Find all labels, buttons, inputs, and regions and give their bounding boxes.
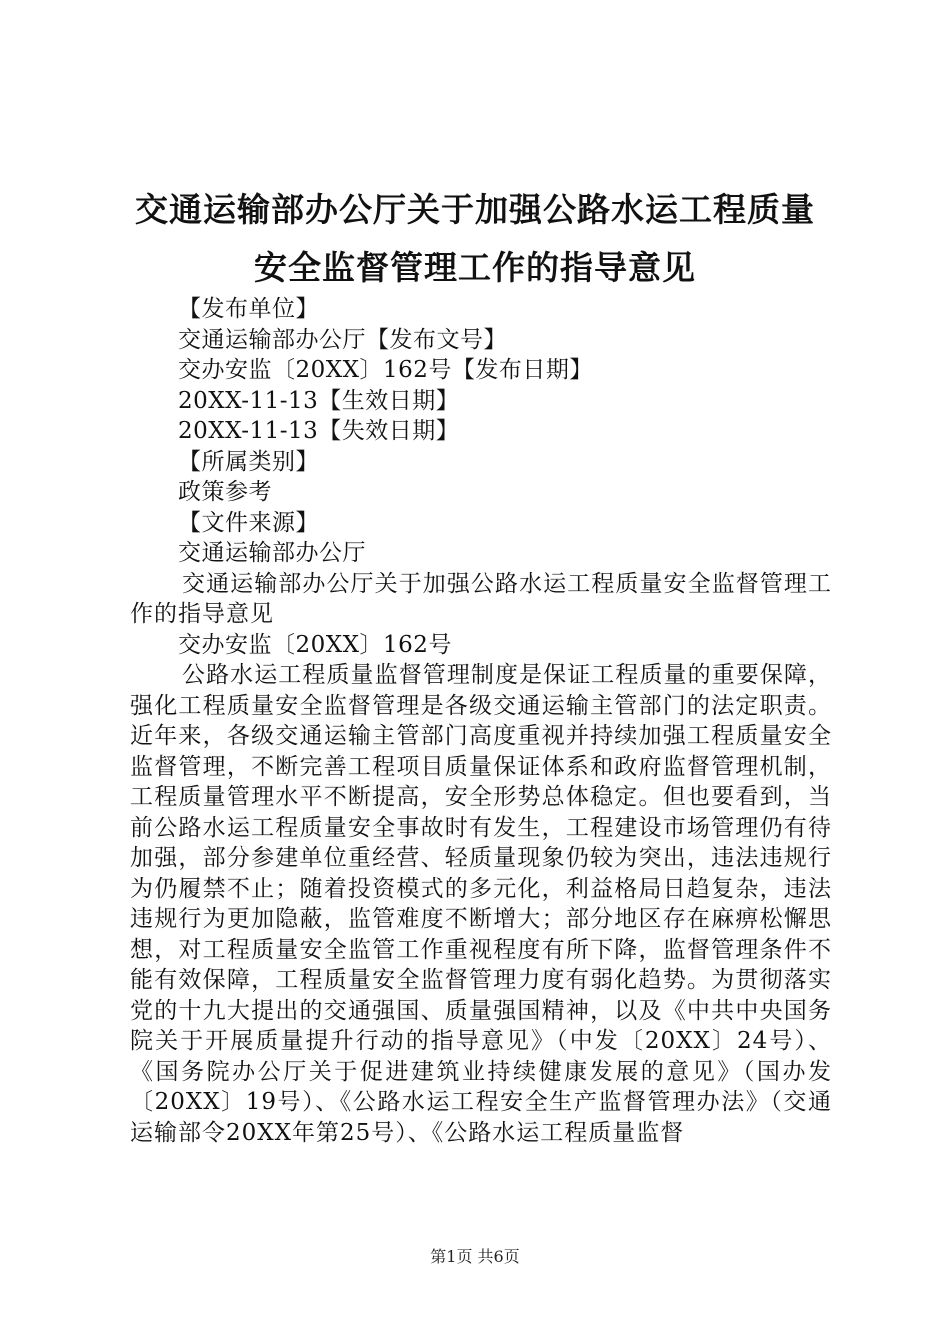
- page-footer: 第1页 共6页: [430, 1247, 520, 1266]
- document-title-line-1: 交通运输部办公厅关于加强公路水运工程质量: [135, 190, 815, 229]
- meta-publisher-label: 【发布单位】: [178, 296, 319, 322]
- meta-publish-date: 20XX-11-13【生效日期】: [178, 387, 460, 414]
- meta-category-label: 【所属类别】: [178, 448, 319, 475]
- document-subtitle: 交通运输部办公厅关于加强公路水运工程质量安全监督管理工作的指导意见: [130, 570, 832, 627]
- document-body: [130, 294, 832, 1148]
- document-number: 交办安监〔20XX〕162号: [178, 631, 452, 658]
- meta-doc-number: 交办安监〔20XX〕162号【发布日期】: [178, 357, 593, 383]
- meta-category: 政策参考: [178, 479, 272, 505]
- meta-source: 交通运输部办公厅: [178, 540, 366, 566]
- document-title-line-2: 安全监督管理工作的指导意见: [254, 248, 696, 287]
- meta-publisher: 交通运输部办公厅【发布文号】: [178, 326, 507, 353]
- body-paragraph: 公路水运工程质量监督管理制度是保证工程质量的重要保障，强化工程质量安全监督管理是各级交通运输主管部门的法定职责。近年来，各级交通运输主管部门高度重视并持续加强工程质量安全监督管理，不断完善工程项目质量保证体系和政府监督管理机制，工程质量管理水平不断提高，安全形势总体稳定。但也要看到，当前公路水运工程质量安全事故时有发生，工程建设市场管理仍有待加强，部分参建单位重经营、轻质量现象仍较为突出，违法违规行为仍履禁不止；随着投资模式的多元化，利益格局日趋复杂，违法违规行为更加隐蔽，监管难度不断增大；部分地区存在麻痹松懈思想，对工程质量安全监管工作重视程度有所下降，监督管理条件不能有效保障，工程质量安全监督管理力度有弱化趋势。为贯彻落实党的十九大提出的交通强国、质量强国精神，以及《中共中央国务院关于开展质量提升行动的指导意见》（中发〔20XX〕24号）、《国务院办公厅关于促进建筑业持续健康发展的意见》（国办发〔20XX〕19号）、《公路水运工程安全生产监督管理办法》（交通运输部令20XX年第25号）、《公路水运工程质量监督: [130, 662, 832, 1146]
- meta-effective-date: 20XX-11-13【失效日期】: [178, 418, 460, 444]
- meta-source-label: 【文件来源】: [178, 509, 319, 536]
